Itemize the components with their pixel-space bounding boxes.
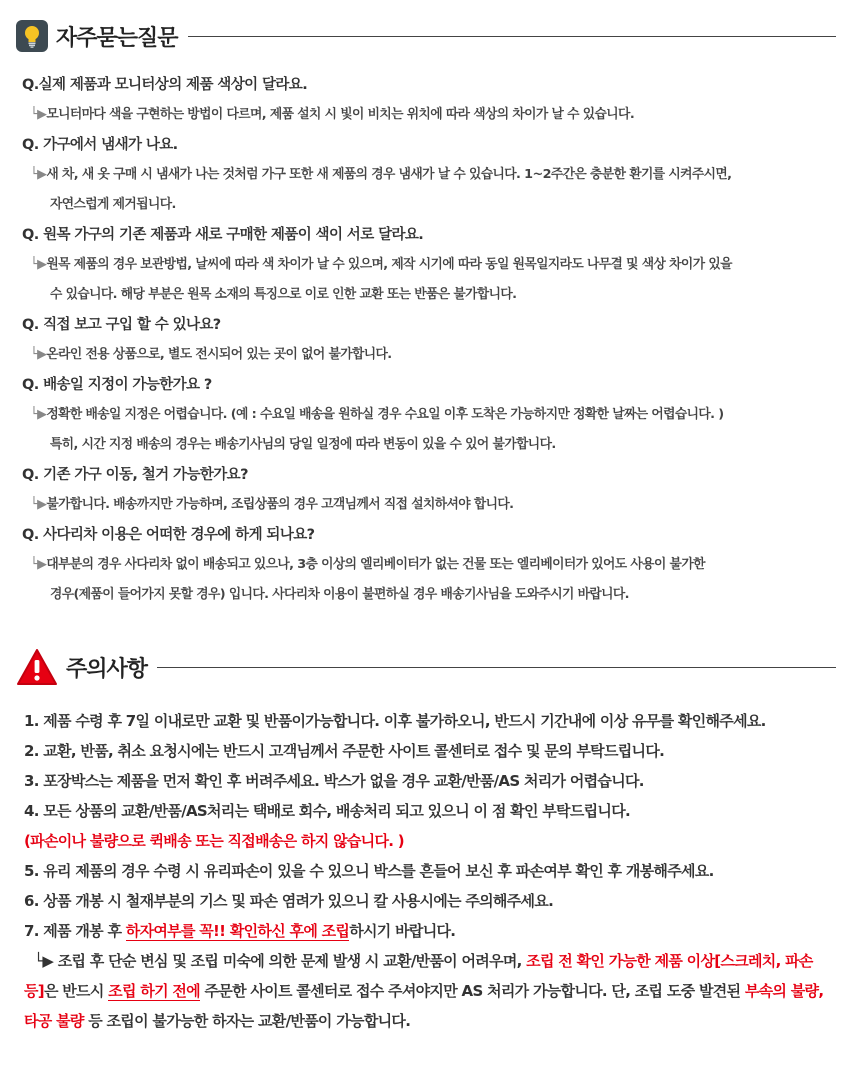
faq-question: Q. 사다리차 이용은 어떠한 경우에 하게 되나요? <box>22 527 315 543</box>
reply-arrow-icon: └▶ <box>30 107 47 122</box>
reply-arrow-icon: └▶ <box>30 407 47 422</box>
highlight-red: 하자여부를 꼭!! 확인하신 후에 조립 <box>125 922 350 940</box>
notice-item: 6. 상품 개봉 시 철재부분의 기스 및 파손 염려가 있으니 칼 사용시에는 주의해주세요. <box>24 892 554 910</box>
faq-question: Q.실제 제품과 모니터상의 제품 색상이 달라요. <box>22 77 308 93</box>
notice-list <box>24 706 840 1036</box>
faq-answer: └▶온라인 전용 상품으로, 별도 전시되어 있는 곳이 없어 불가합니다. <box>30 347 392 362</box>
faq-question: Q. 배송일 지정이 가능한가요 ? <box>22 377 212 393</box>
reply-arrow-icon: └▶ <box>30 557 47 572</box>
notice-item: 4. 모든 상품의 교환/반품/AS처리는 택배로 회수, 배송처리 되고 있으니 이 점 확인 부탁드립니다. <box>24 802 631 820</box>
lightbulb-icon <box>16 20 48 52</box>
faq-title: 자주묻는질문 <box>56 25 178 51</box>
notice-item: 7. 제품 개봉 후 하자여부를 꼭!! 확인하신 후에 조립하시기 바랍니다. <box>24 922 456 940</box>
notice-item: 3. 포장박스는 제품을 먼저 확인 후 버려주세요. 박스가 없을 경우 교환/반품/AS 처리가 어렵습니다. <box>24 772 644 790</box>
reply-arrow-icon: └▶ <box>30 167 47 182</box>
reply-arrow-icon: └▶ <box>30 497 47 512</box>
notice-header <box>16 648 836 686</box>
notice-item: 2. 교환, 반품, 취소 요청시에는 반드시 고객님께서 주문한 사이트 콜센터로 접수 및 문의 부탁드립니다. <box>24 742 665 760</box>
faq-answer: └▶모니터마다 색을 구현하는 방법이 다르며, 제품 설치 시 빛이 비치는 위치에 따라 색상의 차이가 날 수 있습니다. <box>30 107 635 122</box>
notice-item: 1. 제품 수령 후 7일 이내로만 교환 및 반품이가능합니다. 이후 불가하오니, 반드시 기간내에 이상 유무를 확인해주세요. <box>24 712 766 730</box>
faq-title-rule <box>188 36 836 37</box>
notice-subitem-cont: 타공 불량 등 조립이 불가능한 하자는 교환/반품이 가능합니다. <box>24 1012 411 1030</box>
faq-question: Q. 가구에서 냄새가 나요. <box>22 137 178 153</box>
notice-subitem-cont: 등]은 반드시 조립 하기 전에 주문한 사이트 콜센터로 접수 주셔야지만 AS 처리가 가능합니다. 단, 조립 도중 발견된 부속의 불량, <box>24 982 824 1000</box>
notice-title-rule <box>157 667 836 668</box>
faq-answer: └▶원목 제품의 경우 보관방법, 날씨에 따라 색 차이가 날 수 있으며, 제작 시기에 따라 동일 원목일지라도 나무결 및 색상 차이가 있을 수 있습니다. 해당 부분은 원목 소재의 특징으로 이로 인한 교환 또는 반품은 불가합니다. <box>30 257 732 302</box>
faq-answer: └▶대부분의 경우 사다리차 없이 배송되고 있으나, 3층 이상의 엘리베이터가 없는 건물 또는 엘리베이터가 있어도 사용이 불가한 경우(제품이 들어가지 못할 경우) 입니다. 사다리차 이용이 불편하실 경우 배송기사님을 도와주시기 바랍니다. <box>30 557 705 602</box>
faq-answer: └▶정확한 배송일 지정은 어렵습니다. (예 : 수요일 배송을 원하실 경우 수요일 이후 도착은 가능하지만 정확한 날짜는 어렵습니다. ) 특히, 시간 지정 배송의 경우는 배송기사님의 당일 일정에 따라 변동이 있을 수 있어 불가합니다. <box>30 407 724 452</box>
notice-warning-red: (파손이나 불량으로 퀵배송 또는 직접배송은 하지 않습니다. ) <box>24 832 404 850</box>
highlight-red: 조립 하기 전에 <box>108 982 200 1000</box>
faq-answer: └▶새 차, 새 옷 구매 시 냄새가 나는 것처럼 가구 또한 새 제품의 경우 냄새가 날 수 있습니다. 1~2주간은 충분한 환기를 시켜주시면, 자연스럽게 제거됩니다. <box>30 167 732 212</box>
highlight-red: 타공 불량 <box>24 1012 84 1030</box>
notice-item: 5. 유리 제품의 경우 수령 시 유리파손이 있을 수 있으니 박스를 흔들어 보신 후 파손여부 확인 후 개봉해주세요. <box>24 862 714 880</box>
faq-question: Q. 기존 가구 이동, 철거 가능한가요? <box>22 467 248 483</box>
faq-question: Q. 직접 보고 구입 할 수 있나요? <box>22 317 221 333</box>
warning-icon <box>16 648 58 686</box>
faq-question: Q. 원목 가구의 기존 제품과 새로 구매한 제품이 색이 서로 달라요. <box>22 227 424 243</box>
faq-header <box>16 20 836 52</box>
reply-arrow-icon: └▶ <box>30 347 47 362</box>
faq-answer: └▶불가합니다. 배송까지만 가능하며, 조립상품의 경우 고객님께서 직접 설치하셔야 합니다. <box>30 497 514 512</box>
highlight-red: 등] <box>24 982 44 1000</box>
highlight-red: 부속의 불량, <box>744 982 824 1000</box>
highlight-red: 조립 전 확인 가능한 제품 이상[스크레치, 파손 <box>526 952 813 970</box>
notice-subitem: └▶ 조립 후 단순 변심 및 조립 미숙에 의한 문제 발생 시 교환/반품이 어려우며, 조립 전 확인 가능한 제품 이상[스크레치, 파손 <box>34 952 813 970</box>
reply-arrow-icon: └▶ <box>30 257 47 272</box>
faq-list <box>22 70 842 610</box>
notice-title: 주의사항 <box>66 656 148 682</box>
reply-arrow-icon: └▶ <box>34 952 54 970</box>
